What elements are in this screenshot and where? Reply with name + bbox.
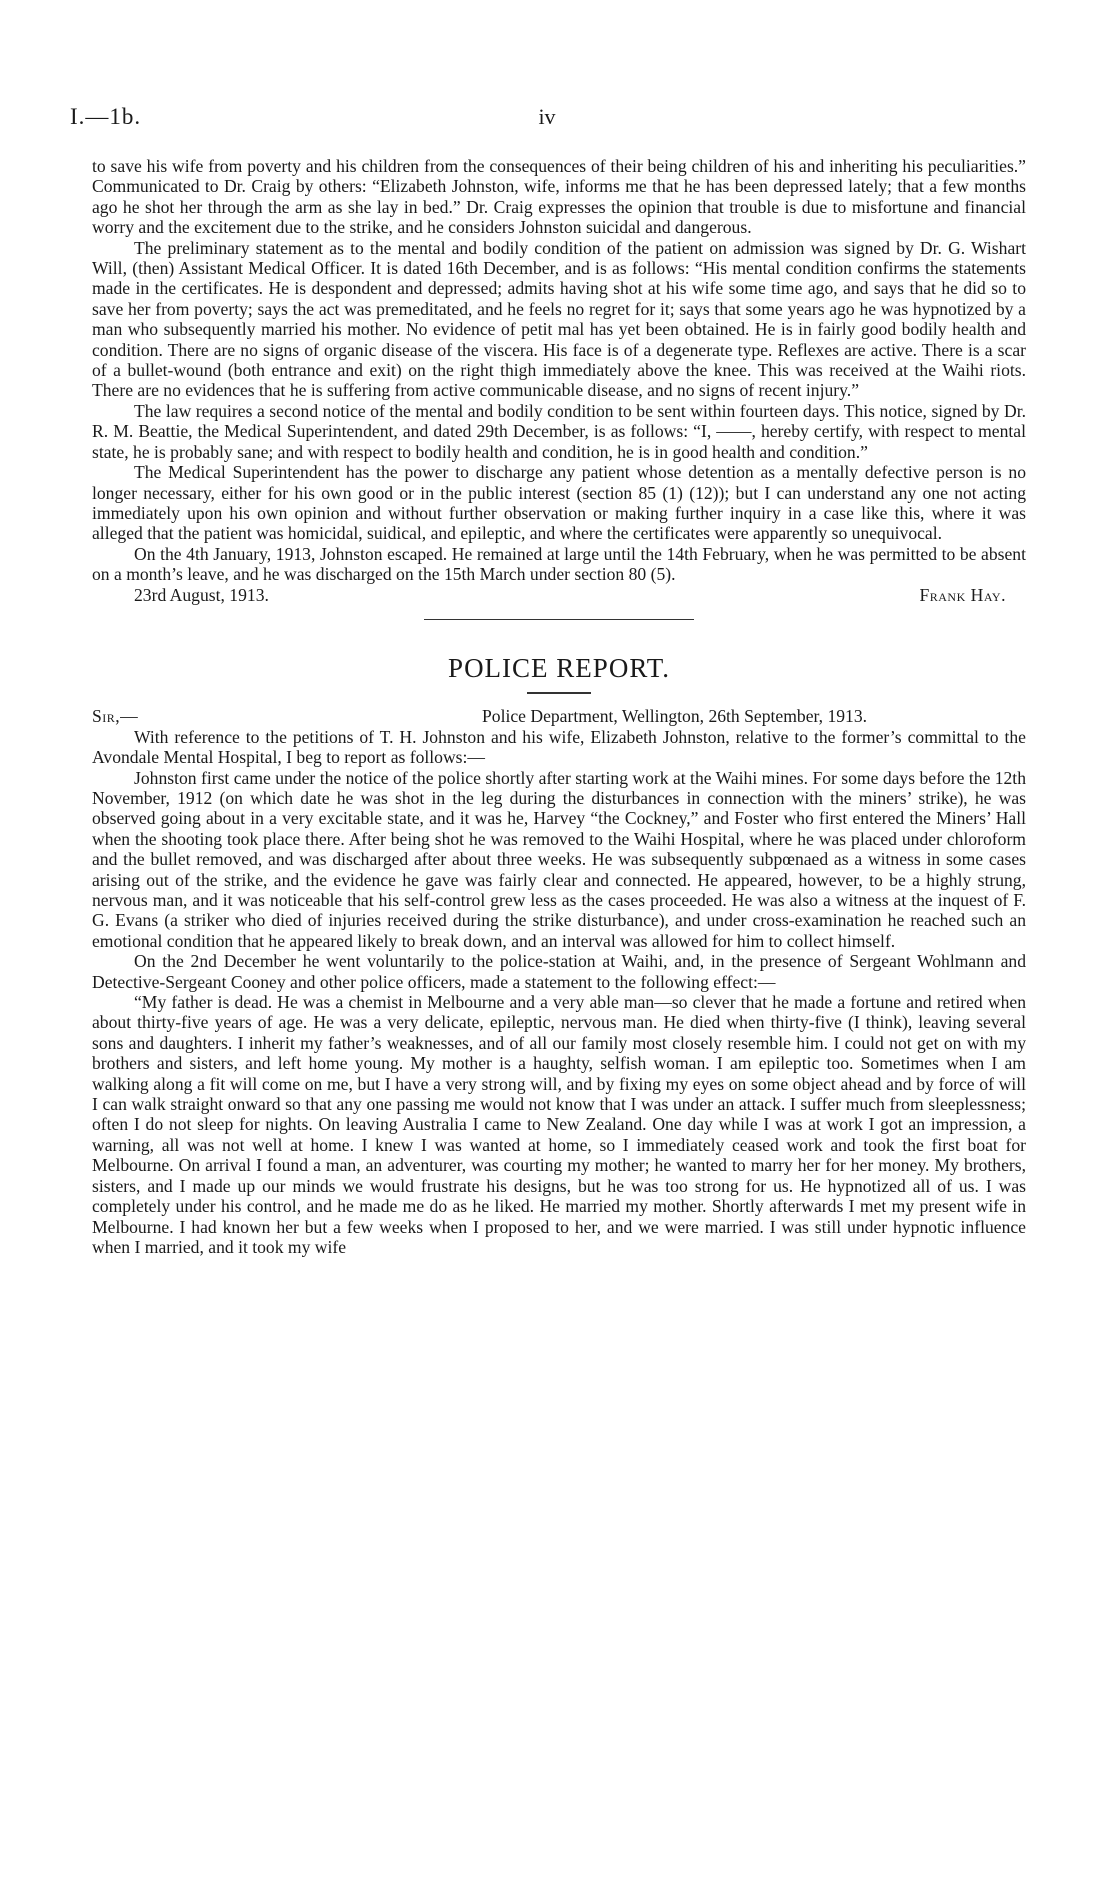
page-header xyxy=(70,104,1024,134)
paragraph: “My father is dead. He was a chemist in Melbourne and a very able man—so clever that he made a fortune and retired when about thirty-five years of age. He was a very delicate, epileptic, nervous man. He died when thirty-five (I think), leaving several sons and daughters. I inherit my father’s weaknesses, and of all our family most closely resemble him. I could not get on with my brothers and sisters, and left home young. My mother is a haughty, selfish woman. I am epileptic too. Sometimes when I am walking along a fit will come on me, but I have a very strong will, and by fixing my eyes on some object ahead and by force of will I can walk straight onward so that any one passing me would not know that I was under an attack. I suffer much from sleeplessness; often I do not sleep for nights. On leaving Australia I came to New Zealand. One day while I was at work I got an impression, a warning, all was not well at home. I knew I was wanted at home, so I immediately ceased work and took the first boat for Melbourne. On arrival I found a man, an adventurer, was courting my mother; he wanted to marry her for her money. My brothers, sisters, and I made up our minds we would frustrate his designs, but he was too strong for us. He hypnotized all of us. I was completely under his control, and he made me do as he liked. He married my mother. Shortly afterwards I met my present wife in Melbourne. I had known her but a few weeks when I proposed to her, and we were married. I was still under hypnotic influence when I married, and it took my wife xyxy=(92,992,1026,1257)
body-text xyxy=(92,156,1026,1257)
title-rule xyxy=(527,692,591,694)
signature-block xyxy=(92,585,1026,605)
paragraph: The preliminary statement as to the mental and bodily condition of the patient on admission was signed by Dr. G. Wishart Will, (then) Assistant Medical Officer. It is dated 16th December, and is as follows: “His mental condition confirms the statements made in the certificates. He is despondent and depressed; admits having shot at his wife some time ago, and says that he did so to save her from poverty; says the act was premeditated, and he feels no regret for it; says that some years ago he was hypnotized by a man who subsequently married his mother. No evidence of petit mal has yet been obtained. He is in fairly good bodily health and condition. There are no signs of organic disease of the viscera. His face is of a degenerate type. Reflexes are active. There is a scar of a bullet-wound (both entrance and exit) on the right thigh immediately above the knee. This was received at the Waihi riots. There are no evidences that he is suffering from active communicable disease, and no signs of recent injury.” xyxy=(92,237,1026,401)
report-address: Police Department, Wellington, 26th September, 1913. xyxy=(482,706,868,727)
signature: Frank Hay. xyxy=(919,584,1006,605)
salutation-row xyxy=(92,706,1026,726)
paragraph: On the 2nd December he went voluntarily to the police-station at Waihi, and, in the presence of Sergeant Wohlmann and Detective-Sergeant Cooney and other police officers, made a statement to the following effect:— xyxy=(92,951,1026,992)
paragraph: With reference to the petitions of T. H. Johnston and his wife, Elizabeth Johnston, relative to the former’s committal to the Avondale Mental Hospital, I beg to report as follows:— xyxy=(92,726,1026,768)
paragraph: Johnston first came under the notice of the police shortly after starting work at the Waihi mines. For some days before the 12th November, 1912 (on which date he was shot in the leg during the disturbances in connection with the miners’ strike), he was observed going about in a very excitable state, and it was he, Harvey “the Cockney,” and Foster who first entered the Miners’ Hall when the shooting took place there. After being shot he was removed to the Waihi Hospital, where he was placed under chloroform and the bullet removed, and was discharged after about three weeks. He was subsequently subpœnaed as a witness in some cases arising out of the strike, and the evidence he gave was fairly clear and connected. He appeared, however, to be a highly strung, nervous man, and it was noticeable that his self-control grew less as the cases proceeded. He was also a witness at the inquest of F. G. Evans (a striker who died of injuries received during the strike disturbance), and under cross-examination he reached such an emotional condition that he appeared likely to break down, and an interval was allowed for him to collect himself. xyxy=(92,767,1026,951)
section-divider xyxy=(424,619,694,620)
salutation: Sir,— xyxy=(92,706,139,727)
report-title: POLICE REPORT. xyxy=(448,652,670,683)
paragraph: On the 4th January, 1913, Johnston escaped. He remained at large until the 14th February, when he was permitted to be absent on a month’s leave, and he was discharged on the 15th March under section 80 (5). xyxy=(92,543,1026,585)
paragraph: The law requires a second notice of the mental and bodily condition to be sent within fourteen days. This notice, signed by Dr. R. M. Beattie, the Medical Superintendent, and dated 29th December, is as follows: “I, ——, hereby certify, with respect to mental state, he is probably sane; and with respect to bodily health and condition, he is in good health and condition.” xyxy=(92,400,1026,462)
document-reference: I.—1b. xyxy=(70,104,142,129)
page-number: iv xyxy=(538,104,556,129)
letter-date: 23rd August, 1913. xyxy=(134,584,269,605)
paragraph: The Medical Superintendent has the power to discharge any patient whose detention as a mentally defective person is no longer necessary, either for his own good or in the public interest (section 85 (1) (12)); but I can understand any one not acting immediately upon his own opinion and without further observation or making further inquiry in a case like this, where it was alleged that the patient was homicidal, suidical, and epileptic, and where the certificates were apparently so unequivocal. xyxy=(92,462,1026,544)
paragraph: to save his wife from poverty and his children from the consequences of their being children of his and inheriting his peculiarities.” Communicated to Dr. Craig by others: “Elizabeth Johnston, wife, informs me that he has been depressed lately; that a few months ago he shot her through the arm as she lay in bed.” Dr. Craig expresses the opinion that trouble is due to misfortune and financial worry and the excitement due to the strike, and he considers Johnston suicidal and dangerous. xyxy=(92,156,1026,238)
